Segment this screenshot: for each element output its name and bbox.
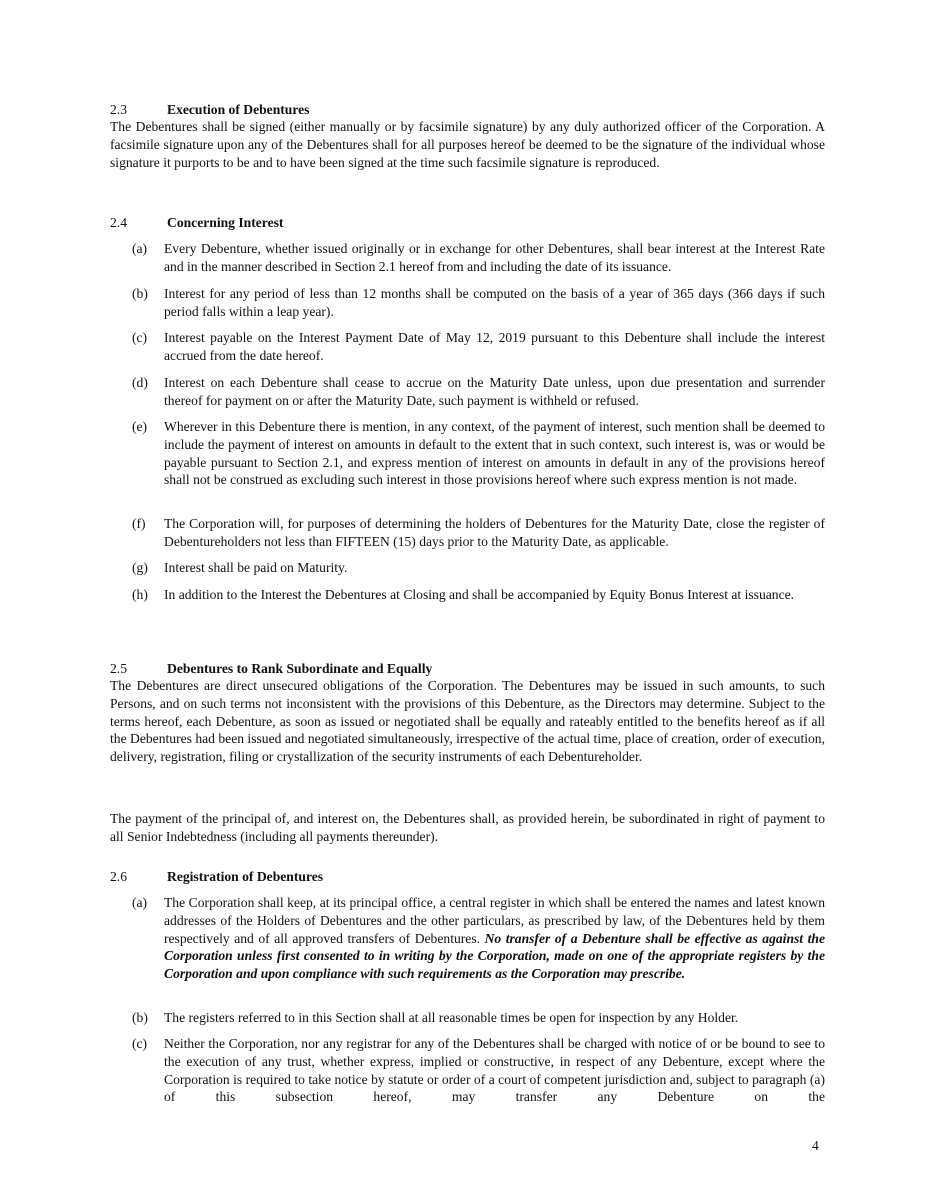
list-item	[132, 559, 825, 577]
section-number: 2.3	[110, 102, 127, 117]
list-item	[132, 418, 825, 489]
section-2-6-heading	[110, 868, 825, 886]
item-text: In addition to the Interest the Debentures at Closing and shall be accompanied by Equity Bonus Interest at issuance.	[164, 587, 795, 602]
list-item	[132, 1009, 825, 1027]
list-item	[132, 374, 825, 410]
section-title: Registration of Debentures	[167, 869, 324, 884]
list-item	[132, 894, 825, 983]
section-2-5-heading	[110, 660, 825, 678]
section-title: Debentures to Rank Subordinate and Equally	[167, 661, 433, 676]
section-number: 2.5	[110, 661, 127, 676]
section-number: 2.4	[110, 215, 127, 230]
item-text: Interest for any period of less than 12 months shall be computed on the basis of a year of 365 days (366 days if such period falls within a leap year).	[164, 286, 825, 319]
item-label: (d)	[132, 375, 148, 390]
item-label: (b)	[132, 286, 148, 301]
list-item	[132, 1035, 825, 1106]
item-label: (g)	[132, 560, 148, 575]
section-title: Execution of Debentures	[167, 102, 310, 117]
item-label: (c)	[132, 1036, 148, 1051]
item-text: Neither the Corporation, nor any registrar for any of the Debentures shall be charged with notice of or be bound to see to the execution of any trust, whether express, implied or constructive, in respect of any Debenture, except where the Corporation is required to take notice by statute or order of a court of competent jurisdiction and, subject to paragraph (a) of this subsection hereof, may transfer any Debenture on the	[164, 1036, 825, 1105]
item-text: Wherever in this Debenture there is mention, in any context, of the payment of interest, such mention shall be deemed to include the payment of interest on amounts in default to the extent that in such context, such interest is, was or would be payable pursuant to Section 2.1, and express mention of interest on amounts in default in any of the provisions hereof shall not be construed as excluding such interest in those provisions hereof where such express mention is not made.	[164, 419, 825, 488]
item-label: (h)	[132, 587, 148, 602]
list-item	[132, 285, 825, 321]
section-number: 2.6	[110, 869, 127, 884]
item-text-plain: The Corporation shall keep, at its principal office, a central register in which shall be entered the names and latest known addresses of the Holders of Debentures and the other particulars, as prescribed by law, of the Debentures held by them respectively and of all approved transfers of Debentures.	[164, 895, 825, 946]
section-2-4-heading	[110, 214, 825, 232]
item-label: (a)	[132, 241, 148, 256]
item-text: Interest on each Debenture shall cease to accrue on the Maturity Date unless, upon due presentation and surrender thereof for payment on or after the Maturity Date, such payment is withheld or refused.	[164, 375, 825, 408]
section-2-5-body: The Debentures are direct unsecured obligations of the Corporation. The Debentures may be issued in such amounts, to such Persons, and on such terms not inconsistent with the provisions of this Debenture, as the Directors may determine. Subject to the terms hereof, each Debenture, as soon as issued or negotiated shall be equally and rateably entitled to the benefits hereof as if all the Debentures had been issued and negotiated simultaneously, irrespective of the actual time, place of creation, order of execution, delivery, registration, filing or crystallization of the security instruments of each Debentureholder.	[110, 678, 825, 765]
item-text: Interest payable on the Interest Payment Date of May 12, 2019 pursuant to this Debenture shall include the interest accrued from the date hereof.	[164, 330, 825, 363]
item-label: (f)	[132, 516, 146, 531]
list-item	[132, 329, 825, 365]
list-item	[132, 240, 825, 276]
item-label: (c)	[132, 330, 148, 345]
section-2-3-body: The Debentures shall be signed (either manually or by facsimile signature) by any duly authorized officer of the Corporation. A facsimile signature upon any of the Debentures shall for all purposes hereof be deemed to be the signature of the individual whose signature it purports to be and to have been signed at the time such facsimile signature is reproduced.	[110, 119, 825, 170]
item-label: (b)	[132, 1010, 148, 1025]
item-text-emphasis: No transfer of a Debenture shall be effective as against the Corporation unless first consented to in writing by the Corporation, made on one of the appropriate registers by the Corporation and upon compliance with such requirements as the Corporation may prescribe.	[164, 930, 826, 982]
list-item	[132, 515, 825, 551]
item-text: The registers referred to in this Section shall at all reasonable times be open for inspection by any Holder.	[164, 1010, 739, 1025]
item-text: Every Debenture, whether issued originally or in exchange for other Debentures, shall bear interest at the Interest Rate and in the manner described in Section 2.1 hereof from and including the date of its issuance.	[164, 241, 825, 274]
item-text: The Corporation will, for purposes of determining the holders of Debentures for the Maturity Date, close the register of Debentureholders not less than FIFTEEN (15) days prior to the Maturity Date, as applicable.	[164, 516, 825, 549]
item-text: Interest shall be paid on Maturity.	[164, 560, 348, 575]
section-2-3-heading	[110, 101, 825, 119]
page-number: 4	[812, 1138, 819, 1153]
section-2-5-body-2: The payment of the principal of, and interest on, the Debentures shall, as provided herein, be subordinated in right of payment to all Senior Indebtedness (including all payments thereunder).	[110, 811, 825, 844]
item-text	[164, 894, 825, 983]
section-title: Concerning Interest	[167, 215, 284, 230]
list-item	[132, 586, 825, 604]
item-label: (a)	[132, 895, 148, 910]
item-label: (e)	[132, 419, 148, 434]
